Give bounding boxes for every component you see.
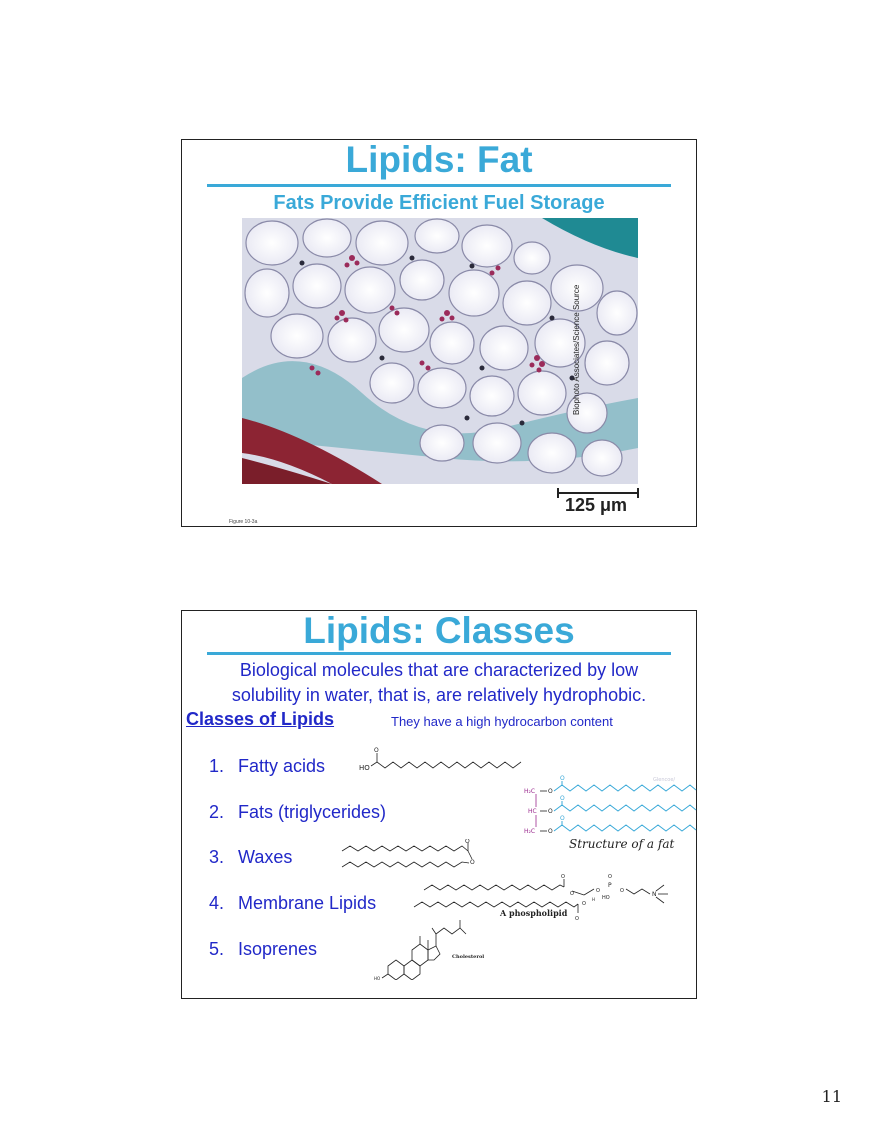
- description-line-1: Biological molecules that are characterized by low: [239, 660, 639, 680]
- title-underline: [207, 652, 671, 655]
- svg-text:O: O: [596, 888, 600, 894]
- svg-text:O: O: [548, 808, 553, 815]
- list-item: [209, 939, 317, 960]
- svg-text:O: O: [575, 916, 579, 922]
- cholesterol-caption: Cholesterol: [452, 954, 485, 960]
- list-item: [209, 847, 292, 868]
- svg-text:O: O: [620, 888, 624, 894]
- svg-text:H₂C: H₂C: [524, 828, 536, 835]
- svg-text:O: O: [561, 874, 565, 880]
- svg-text:Glencoe/: Glencoe/: [653, 777, 676, 783]
- fat-structure-caption: Structure of a fat: [569, 837, 675, 851]
- list-label: Fatty acids: [238, 756, 326, 776]
- page-number: 11: [821, 1087, 842, 1106]
- svg-text:O: O: [582, 901, 586, 907]
- slide-subtitle: Fats Provide Efficient Fuel Storage: [273, 192, 605, 214]
- list-number: 1.: [209, 756, 225, 776]
- description: [196, 658, 682, 708]
- fatty-acid-structure: [355, 745, 527, 775]
- list-item: [209, 802, 386, 823]
- svg-text:O: O: [465, 839, 470, 845]
- list-item: [209, 756, 325, 777]
- svg-text:O: O: [548, 828, 553, 835]
- list-label: Fats (triglycerides): [238, 802, 387, 822]
- slide-title: Lipids: Classes: [303, 610, 575, 651]
- svg-text:O: O: [548, 788, 553, 795]
- classes-heading: Classes of Lipids: [186, 709, 335, 729]
- svg-text:H₂C: H₂C: [524, 788, 536, 795]
- description-line-2: solubility in water, that is, are relatively hydrophobic.: [231, 685, 647, 705]
- svg-text:HO: HO: [602, 895, 610, 901]
- list-label: Isoprenes: [238, 939, 318, 959]
- list-number: 3.: [209, 847, 225, 867]
- svg-text:O: O: [560, 815, 565, 822]
- list-number: 2.: [209, 802, 225, 822]
- phospholipid-caption: A phospholipid: [500, 908, 568, 918]
- svg-text:O: O: [374, 747, 379, 754]
- slide-lipids-classes: [181, 610, 697, 999]
- svg-text:HO: HO: [359, 764, 370, 772]
- image-credit: Biophoto Associates/Science Source: [572, 284, 581, 415]
- list-label: Membrane Lipids: [238, 893, 377, 913]
- title-underline: [207, 184, 671, 187]
- svg-text:P: P: [608, 882, 612, 889]
- slide-lipids-fat: [181, 139, 697, 527]
- svg-text:N: N: [652, 891, 657, 898]
- list-item: [209, 893, 376, 914]
- svg-text:O: O: [560, 795, 565, 802]
- svg-text:H: H: [592, 897, 596, 902]
- svg-text:HC: HC: [528, 808, 537, 815]
- list-number: 4.: [209, 893, 225, 913]
- svg-text:O: O: [470, 859, 475, 866]
- svg-text:O: O: [560, 775, 565, 782]
- svg-text:O: O: [608, 874, 612, 880]
- classes-note: They have a high hydrocarbon content: [391, 714, 613, 729]
- svg-text:O: O: [570, 891, 574, 897]
- svg-text:HO: HO: [374, 976, 381, 980]
- slide-title: Lipids: Fat: [345, 139, 533, 180]
- cholesterol-structure: [374, 894, 484, 980]
- list-number: 5.: [209, 939, 225, 959]
- list-label: Waxes: [238, 847, 293, 867]
- scale-bar-label: 125 μm: [565, 495, 628, 515]
- figure-label: Figure 10-3a: [229, 519, 258, 525]
